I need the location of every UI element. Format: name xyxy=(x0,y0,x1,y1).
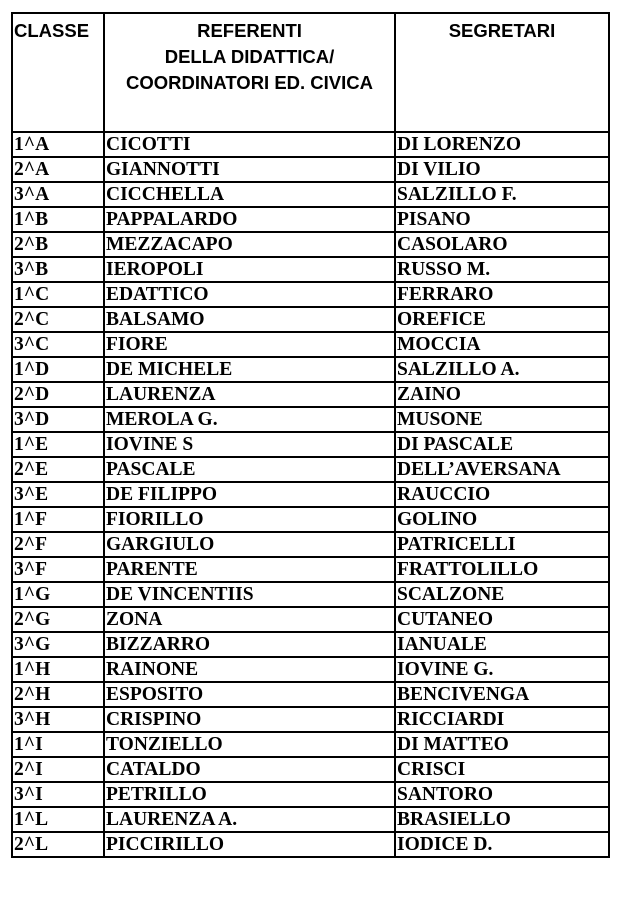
cell-segretario: SALZILLO A. xyxy=(395,357,609,382)
cell-classe: 2^G xyxy=(12,607,104,632)
header-classe: CLASSE xyxy=(12,13,104,132)
table-row xyxy=(12,307,609,332)
cell-referente: PETRILLO xyxy=(104,782,395,807)
cell-classe: 1^I xyxy=(12,732,104,757)
cell-classe: 1^E xyxy=(12,432,104,457)
table-row xyxy=(12,482,609,507)
cell-segretario: FERRARO xyxy=(395,282,609,307)
roster-table xyxy=(11,12,610,858)
cell-classe: 1^G xyxy=(12,582,104,607)
cell-referente: IOVINE S xyxy=(104,432,395,457)
cell-segretario: FRATTOLILLO xyxy=(395,557,609,582)
table-row xyxy=(12,132,609,157)
cell-classe: 3^F xyxy=(12,557,104,582)
cell-referente: CICOTTI xyxy=(104,132,395,157)
cell-classe: 2^C xyxy=(12,307,104,332)
cell-referente: ZONA xyxy=(104,607,395,632)
cell-classe: 3^C xyxy=(12,332,104,357)
table-row xyxy=(12,332,609,357)
table-row xyxy=(12,832,609,857)
cell-segretario: PISANO xyxy=(395,207,609,232)
cell-segretario: DI VILIO xyxy=(395,157,609,182)
cell-referente: MEROLA G. xyxy=(104,407,395,432)
cell-referente: PICCIRILLO xyxy=(104,832,395,857)
cell-referente: CATALDO xyxy=(104,757,395,782)
table-row xyxy=(12,357,609,382)
header-segretari: SEGRETARI xyxy=(395,13,609,132)
cell-classe: 2^L xyxy=(12,832,104,857)
cell-segretario: RICCIARDI xyxy=(395,707,609,732)
cell-classe: 1^A xyxy=(12,132,104,157)
table-row xyxy=(12,282,609,307)
cell-referente: GARGIULO xyxy=(104,532,395,557)
cell-segretario: DI LORENZO xyxy=(395,132,609,157)
cell-referente: LAURENZA A. xyxy=(104,807,395,832)
cell-segretario: RUSSO M. xyxy=(395,257,609,282)
table-row xyxy=(12,157,609,182)
cell-segretario: CASOLARO xyxy=(395,232,609,257)
table-row xyxy=(12,632,609,657)
cell-referente: FIORE xyxy=(104,332,395,357)
cell-classe: 2^H xyxy=(12,682,104,707)
cell-referente: BALSAMO xyxy=(104,307,395,332)
cell-segretario: ZAINO xyxy=(395,382,609,407)
cell-referente: LAURENZA xyxy=(104,382,395,407)
cell-segretario: IANUALE xyxy=(395,632,609,657)
cell-referente: MEZZACAPO xyxy=(104,232,395,257)
cell-classe: 1^C xyxy=(12,282,104,307)
cell-segretario: CUTANEO xyxy=(395,607,609,632)
cell-referente: DE MICHELE xyxy=(104,357,395,382)
table-body xyxy=(12,132,609,857)
cell-referente: DE FILIPPO xyxy=(104,482,395,507)
cell-referente: FIORILLO xyxy=(104,507,395,532)
table-row xyxy=(12,657,609,682)
cell-referente: PAPPALARDO xyxy=(104,207,395,232)
table-row xyxy=(12,407,609,432)
cell-referente: CICCHELLA xyxy=(104,182,395,207)
cell-segretario: OREFICE xyxy=(395,307,609,332)
table-row xyxy=(12,532,609,557)
table-row xyxy=(12,507,609,532)
table-row xyxy=(12,207,609,232)
cell-referente: PASCALE xyxy=(104,457,395,482)
table-row xyxy=(12,182,609,207)
table-row xyxy=(12,557,609,582)
header-row xyxy=(12,13,609,132)
cell-referente: EDATTICO xyxy=(104,282,395,307)
cell-segretario: BRASIELLO xyxy=(395,807,609,832)
cell-referente: CRISPINO xyxy=(104,707,395,732)
cell-referente: GIANNOTTI xyxy=(104,157,395,182)
cell-classe: 3^D xyxy=(12,407,104,432)
cell-segretario: GOLINO xyxy=(395,507,609,532)
cell-classe: 2^A xyxy=(12,157,104,182)
table-row xyxy=(12,382,609,407)
cell-segretario: BENCIVENGA xyxy=(395,682,609,707)
cell-referente: DE VINCENTIIS xyxy=(104,582,395,607)
cell-referente: TONZIELLO xyxy=(104,732,395,757)
cell-classe: 1^B xyxy=(12,207,104,232)
table-row xyxy=(12,257,609,282)
table-row xyxy=(12,757,609,782)
cell-segretario: DI PASCALE xyxy=(395,432,609,457)
cell-segretario: RAUCCIO xyxy=(395,482,609,507)
cell-segretario: PATRICELLI xyxy=(395,532,609,557)
header-referenti-line: COORDINATORI ED. CIVICA xyxy=(125,72,374,93)
header-referenti-line: DELLA DIDATTICA/ xyxy=(164,46,335,67)
cell-referente: RAINONE xyxy=(104,657,395,682)
cell-classe: 1^L xyxy=(12,807,104,832)
table-row xyxy=(12,607,609,632)
table-row xyxy=(12,457,609,482)
cell-referente: BIZZARRO xyxy=(104,632,395,657)
table-row xyxy=(12,432,609,457)
cell-segretario: IOVINE G. xyxy=(395,657,609,682)
table-row xyxy=(12,232,609,257)
header-referenti-line: REFERENTI xyxy=(197,20,302,41)
cell-segretario: MOCCIA xyxy=(395,332,609,357)
cell-classe: 2^D xyxy=(12,382,104,407)
cell-segretario: SANTORO xyxy=(395,782,609,807)
cell-referente: ESPOSITO xyxy=(104,682,395,707)
cell-classe: 3^A xyxy=(12,182,104,207)
table-row xyxy=(12,732,609,757)
table-row xyxy=(12,682,609,707)
cell-classe: 3^E xyxy=(12,482,104,507)
cell-segretario: MUSONE xyxy=(395,407,609,432)
table-header xyxy=(12,13,609,132)
cell-classe: 1^H xyxy=(12,657,104,682)
cell-classe: 3^G xyxy=(12,632,104,657)
cell-classe: 1^D xyxy=(12,357,104,382)
table-row xyxy=(12,782,609,807)
cell-classe: 3^I xyxy=(12,782,104,807)
cell-referente: PARENTE xyxy=(104,557,395,582)
cell-segretario: CRISCI xyxy=(395,757,609,782)
cell-classe: 3^H xyxy=(12,707,104,732)
cell-classe: 3^B xyxy=(12,257,104,282)
cell-segretario: DELL’AVERSANA xyxy=(395,457,609,482)
table-row xyxy=(12,807,609,832)
table-row xyxy=(12,582,609,607)
cell-classe: 2^F xyxy=(12,532,104,557)
header-referenti xyxy=(104,13,395,132)
cell-segretario: SALZILLO F. xyxy=(395,182,609,207)
cell-segretario: SCALZONE xyxy=(395,582,609,607)
cell-referente: IEROPOLI xyxy=(104,257,395,282)
cell-classe: 2^E xyxy=(12,457,104,482)
cell-classe: 2^I xyxy=(12,757,104,782)
cell-segretario: IODICE D. xyxy=(395,832,609,857)
cell-classe: 2^B xyxy=(12,232,104,257)
table-row xyxy=(12,707,609,732)
cell-segretario: DI MATTEO xyxy=(395,732,609,757)
cell-classe: 1^F xyxy=(12,507,104,532)
